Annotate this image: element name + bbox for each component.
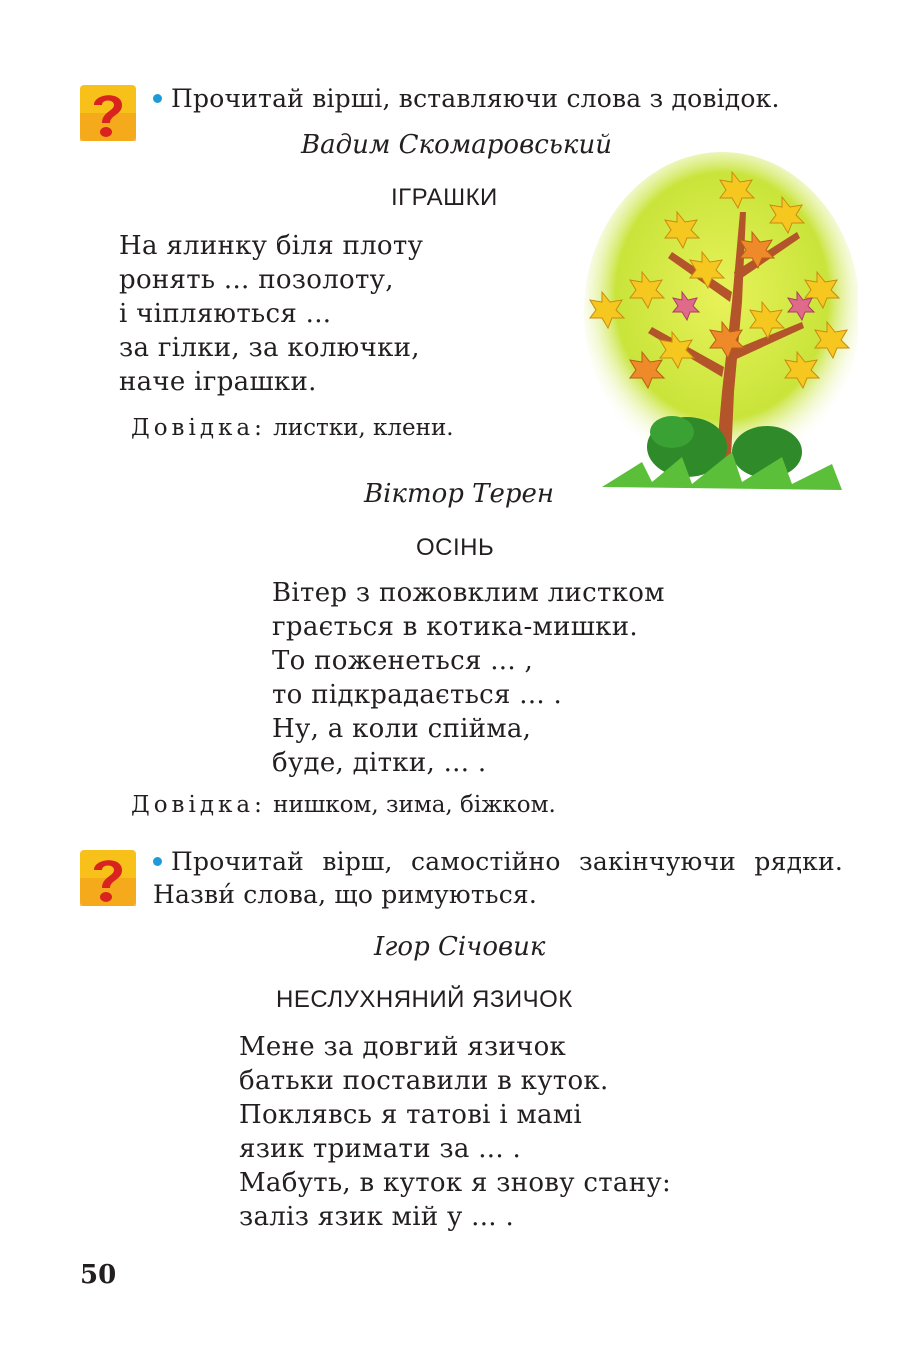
- poem-line: Мене за довгий язичок: [239, 1032, 567, 1062]
- poem-line: ронять ... позолоту,: [119, 265, 394, 295]
- poem-line: наче іграшки.: [119, 367, 317, 397]
- poem-body: [119, 229, 423, 399]
- poem-line: буде, дітки, ... .: [272, 748, 487, 778]
- question-icon: [80, 85, 136, 141]
- poem-author: Віктор Терен: [364, 479, 555, 509]
- autumn-tree-illustration: [582, 152, 858, 497]
- bullet-icon: [153, 94, 162, 103]
- page-number: 50: [80, 1260, 117, 1290]
- poem-line: за гілки, за колючки,: [119, 333, 420, 363]
- poem-line: то підкрадається ... .: [272, 680, 563, 710]
- poem-line: і чіпляються ...: [119, 299, 332, 329]
- poem-line: Вітер з пожовклим листком: [272, 578, 665, 608]
- poem-body: [239, 1030, 671, 1234]
- question-icon: [80, 850, 136, 906]
- poem-line: Мабуть, в куток я знову стану:: [239, 1168, 672, 1198]
- poem-title: ІГРАШКИ: [391, 184, 498, 211]
- poem-title: НЕСЛУХНЯНИЙ ЯЗИЧОК: [276, 986, 573, 1013]
- reference-note: Довідка: нишком, зима, біжком.: [131, 792, 556, 818]
- task-instruction: Прочитай вірші, вставляючи слова з довідок.: [153, 82, 780, 115]
- poem-body: [272, 576, 665, 780]
- poem-line: батьки поставили в куток.: [239, 1066, 609, 1096]
- poem-line: грається в котика-мишки.: [272, 612, 638, 642]
- poem-author: Вадим Скомаровський: [301, 130, 612, 160]
- poem-line: язик тримати за ... .: [239, 1134, 522, 1164]
- poem-line: На ялинку біля плоту: [119, 231, 424, 261]
- task-instruction: Прочитай вірш, самостійно закінчуючи рядки. Назви́ слова, що римуються.: [153, 847, 843, 909]
- poem-line: Ну, а коли спійма,: [272, 714, 532, 744]
- poem-author: Ігор Січовик: [374, 932, 546, 962]
- reference-note: Довідка: листки, клени.: [131, 415, 454, 441]
- poem-title: ОСІНЬ: [416, 534, 495, 561]
- poem-line: Поклявсь я татові і мамі: [239, 1100, 582, 1130]
- poem-line: заліз язик мій у ... .: [239, 1202, 515, 1232]
- poem-line: То поженеться ... ,: [272, 646, 534, 676]
- bullet-icon: [153, 857, 162, 866]
